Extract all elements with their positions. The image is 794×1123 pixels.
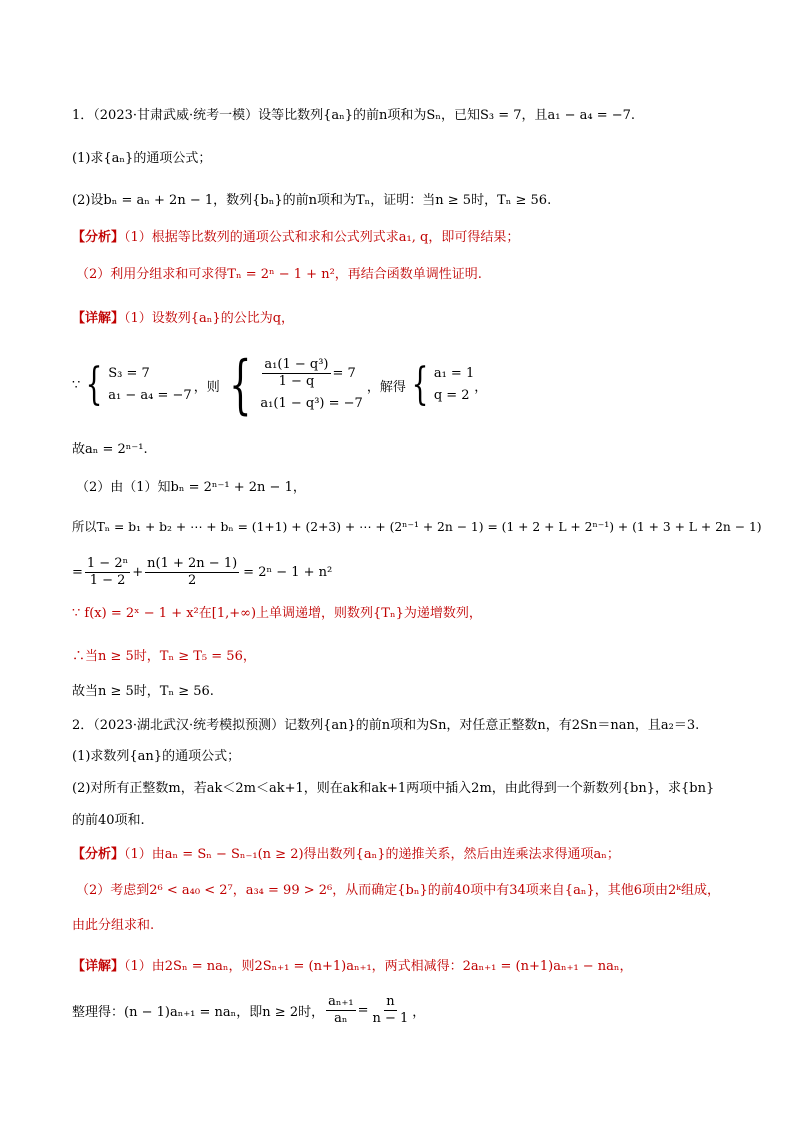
problem2-question2-a: (2)对所有正整数m，若ak＜2m＜ak+1，则在ak和ak+1两项中插入2m，由此得到一个新数列{bn}，求{bn} — [72, 781, 715, 796]
fraction-denominator: aₙ — [334, 1010, 348, 1026]
problem1-question1: (1)求{aₙ}的通项公式； — [72, 151, 212, 166]
equals-sign: = — [72, 564, 83, 580]
problem1-equation-system — [72, 346, 487, 424]
fraction — [326, 994, 355, 1027]
fraction-denominator: 1 − 2 — [89, 572, 126, 588]
fraction — [262, 357, 330, 390]
system-1 — [108, 363, 191, 407]
problem2-question2-b: 的前40项和. — [72, 813, 145, 828]
fraction — [370, 994, 410, 1027]
problem1-part2-c — [72, 552, 332, 592]
fraction-numerator: a₁(1 − q³) — [264, 356, 329, 372]
detail-tag: 【详解】 — [72, 959, 125, 974]
detail-text: （1）由2Sₙ = naₙ，则2Sₙ₊₁ = (n+1)aₙ₊₁，两式相减得：2aₙ₊₁ = (n+1)aₙ₊₁ − naₙ， — [124, 959, 633, 974]
problem1-question2: (2)设bₙ = aₙ + 2n − 1，数列{bₙ}的前n项和为Tₙ，证明：当n ≥ 5时，Tₙ ≥ 56. — [72, 193, 552, 208]
problem1-part2-f: 故当n ≥ 5时，Tₙ ≥ 56. — [72, 684, 214, 699]
fraction — [145, 556, 239, 589]
analysis-text: （1）根据等比数列的通项公式和求和公式列式求a₁, q，即可得结果； — [124, 230, 520, 245]
analysis-tag: 【分析】 — [72, 230, 125, 245]
problem2-intro: 2．（2023·湖北武汉·统考模拟预测）记数列{an}的前n项和为Sn，对任意正整数n，有2Sn＝nan，且a₂＝3. — [72, 718, 700, 733]
problem1-analysis-1 — [72, 229, 519, 247]
left-brace: { — [411, 359, 429, 410]
problem2-question1: (1)求数列{an}的通项公式； — [72, 749, 241, 764]
because-symbol: ∵ — [72, 377, 81, 393]
problem1-part2-b: 所以Tₙ = b₁ + b₂ + ⋯ + bₙ = (1+1) + (2+3) + ⋯ + (2ⁿ⁻¹ + 2n − 1) = (1 + 2 + L + 2ⁿ⁻¹) + (1 + 3 + L + 2n − 1) — [72, 520, 762, 534]
fraction-denominator: n − 1 — [372, 1010, 409, 1026]
problem1-part2-a: （2）由（1）知bₙ = 2ⁿ⁻¹ + 2n − 1， — [76, 480, 306, 495]
problem2-detail-1 — [72, 958, 633, 976]
fraction — [85, 556, 130, 589]
problem2-analysis-1 — [72, 846, 620, 864]
left-brace: { — [85, 359, 103, 410]
solve-text: ，解得 — [366, 379, 406, 395]
detail-text: （1）设数列{aₙ}的公比为q， — [124, 311, 295, 326]
system-2-rhs: = 7 — [332, 365, 356, 381]
rhs: = 2ⁿ − 1 + n² — [243, 564, 333, 580]
equals-sign: = — [357, 1002, 369, 1018]
problem2-analysis-3: 由此分组求和. — [72, 918, 155, 933]
system-2-eq-b: a₁(1 − q³) = −7 — [260, 395, 363, 411]
system-3-eq-b: q = 2 — [433, 388, 470, 403]
problem1-conclusion-1: 故aₙ = 2ⁿ⁻¹. — [72, 442, 148, 457]
analysis-tag: 【分析】 — [72, 847, 125, 862]
plus-sign: + — [132, 564, 144, 580]
comma: ， — [412, 1004, 426, 1020]
problem1-part2-e: ∴当n ≥ 5时，Tₙ ≥ T₅ = 56， — [72, 649, 256, 664]
system-1-eq-a: S₃ = 7 — [108, 366, 150, 381]
system-3-eq-a: a₁ = 1 — [433, 366, 475, 381]
problem1-intro: 1．（2023·甘肃武威·统考一模）设等比数列{aₙ}的前n项和为Sₙ，已知S₃ = 7，且a₁ − a₄ = −7. — [72, 108, 636, 123]
problem1-detail-1 — [72, 310, 294, 328]
comma: ， — [474, 379, 488, 395]
detail2-prefix: 整理得：(n − 1)aₙ₊₁ = naₙ，即n ≥ 2时， — [72, 1004, 325, 1020]
left-brace-large: { — [228, 348, 252, 422]
fraction-numerator: n(1 + 2n − 1) — [147, 555, 238, 571]
fraction-numerator: aₙ₊₁ — [328, 993, 354, 1009]
detail-tag: 【详解】 — [72, 311, 125, 326]
problem2-detail-2 — [72, 988, 425, 1032]
then-text: ，则 — [193, 379, 220, 395]
fraction-numerator: n — [386, 993, 395, 1009]
system-2 — [260, 357, 362, 414]
system-1-eq-b: a₁ − a₄ = −7 — [108, 388, 192, 403]
system-2-eq-a — [260, 357, 362, 390]
problem2-analysis-2: （2）考虑到2⁶ < a₄₀ < 2⁷，a₃₄ = 99 > 2⁶，从而确定{bₙ}的前40项中有34项来自{aₙ}，其他6项由2ᵏ组成， — [76, 883, 721, 898]
fraction-denominator: 1 − q — [278, 373, 315, 389]
fraction-numerator: 1 − 2ⁿ — [86, 555, 129, 571]
problem1-analysis-2: （2）利用分组求和可求得Tₙ = 2ⁿ − 1 + n²，再结合函数单调性证明. — [76, 267, 482, 282]
problem1-part2-d: ∵ f(x) = 2ˣ − 1 + x²在[1,+∞)上单调递增，则数列{Tₙ}为递增数列， — [72, 606, 482, 621]
system-3 — [434, 363, 474, 407]
analysis-text: （1）由aₙ = Sₙ − Sₙ₋₁(n ≥ 2)得出数列{aₙ}的递推关系，然后由连乘法求得通项aₙ； — [124, 847, 620, 862]
fraction-denominator: 2 — [188, 572, 197, 588]
